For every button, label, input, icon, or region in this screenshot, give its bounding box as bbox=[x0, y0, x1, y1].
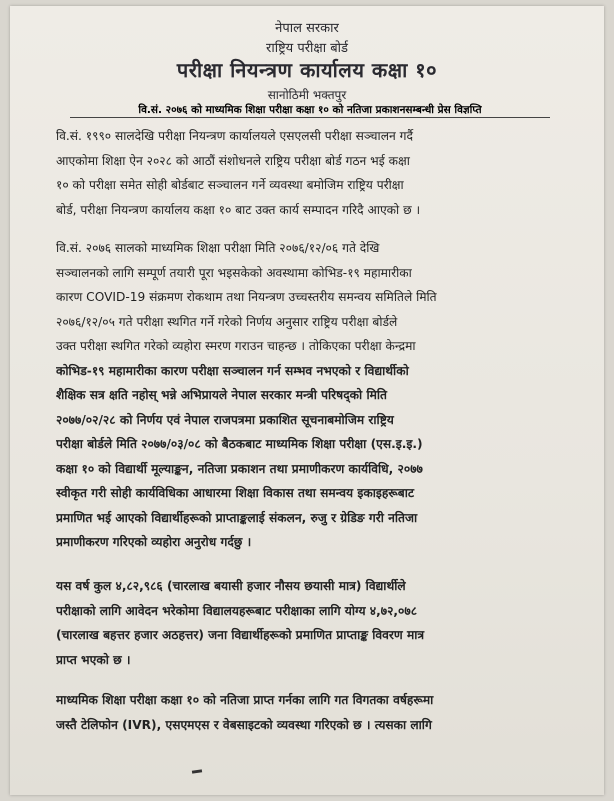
text-line: प्रमाणित भई आएको विद्यार्थीहरूको प्राप्ताङ्कलाई संकलन, रुजु र ग्रेडिङ गरी नतिजा bbox=[56, 510, 418, 525]
text-line: स्वीकृत गरी सोही कार्यविधिका आधारमा शिक्षा विकास तथा समन्वय इकाइहरूबाट bbox=[56, 486, 415, 500]
text-line: १० को परीक्षा समेत सोही बोर्डबाट सञ्चालन गर्ने व्यवस्था बमोजिम राष्ट्रिय परीक्षा bbox=[56, 178, 404, 192]
text-line: कोभिड-१९ महामारीका कारण परीक्षा सञ्चालन गर्न सम्भव नभएको र विद्यार्थीको bbox=[56, 363, 409, 378]
paragraph-student-count bbox=[56, 574, 576, 672]
text-line: परीक्षा बोर्डले मिति २०७७/०३/०८ को बैठकबाट माध्यमिक शिक्षा परीक्षा (एस.इ.इ.) bbox=[56, 437, 423, 451]
text-line: यस वर्ष कुल ४,८२,९८६ (चारलाख बयासी हजार नौसय छयासी मात्र) विद्यार्थीले bbox=[56, 579, 406, 593]
paragraph-history bbox=[56, 124, 576, 222]
text-line: माध्यमिक शिक्षा परीक्षा कक्षा १० को नतिजा प्राप्त गर्नका लागि गत विगतका वर्षहरूमा bbox=[56, 693, 434, 707]
paragraph-covid-postponement bbox=[56, 236, 576, 555]
text-line: आएकोमा शिक्षा ऐन २०२८ को आठौं संशोधनले राष्ट्रिय परीक्षा बोर्ड गठन भई कक्षा bbox=[56, 153, 410, 168]
text-line: बोर्ड, परीक्षा नियन्त्रण कार्यालय कक्षा १० बाट उक्त कार्य सम्पादन गरिदै आएको छ । bbox=[56, 202, 421, 217]
document-page bbox=[10, 6, 604, 795]
location-line: सानोठिमी भक्तपुर bbox=[267, 88, 347, 102]
text-line: वि.सं. २०७६ सालको माध्यमिक शिक्षा परीक्षा मिति २०७६/१२/०६ गते देखि bbox=[56, 241, 380, 255]
text-line: परीक्षाको लागि आवेदन भरेकोमा विद्यालयहरूबाट परीक्षाका लागि योग्य ४,७२,०७८ bbox=[56, 603, 418, 618]
board-heading: राष्ट्रिय परीक्षा बोर्ड bbox=[266, 41, 348, 56]
text-line: शैक्षिक सत्र क्षति नहोस् भन्ने अभिप्रायले नेपाल सरकार मन्त्री परिषद्को मिति bbox=[56, 388, 387, 402]
office-title: परीक्षा नियन्त्रण कार्यालय कक्षा १० bbox=[176, 58, 438, 82]
paragraph-result-channels bbox=[56, 688, 576, 737]
government-heading: नेपाल सरकार bbox=[275, 21, 339, 36]
press-release-subject: वि.सं. २०७६ को माध्यमिक शिक्षा परीक्षा कक्षा १० को नतिजा प्रकाशनसम्बन्धी प्रेस विज्ञप्ति bbox=[70, 103, 550, 118]
pen-mark bbox=[192, 769, 202, 773]
text-line: वि.सं. १९९० सालदेखि परीक्षा नियन्त्रण कार्यालयले एसएलसी परीक्षा सञ्चालन गर्दै bbox=[56, 129, 413, 143]
text-line: सञ्चालनको लागि सम्पूर्ण तयारी पूरा भइसकेको अवस्थामा कोभिड-१९ महामारीका bbox=[56, 265, 412, 280]
text-line: प्राप्त भएको छ । bbox=[56, 652, 131, 667]
text-line: प्रमाणीकरण गरिएको व्यहोरा अनुरोध गर्दछु । bbox=[56, 535, 252, 549]
text-line: २०७६/१२/०५ गते परीक्षा स्थगित गर्ने गरेको निर्णय अनुसार राष्ट्रिय परीक्षा बोर्डले bbox=[56, 314, 398, 329]
text-line: कक्षा १० को विद्यार्थी मूल्याङ्कन, नतिजा प्रकाशन तथा प्रमाणीकरण कार्यविधि, २०७७ bbox=[56, 461, 423, 476]
text-line: उक्त परीक्षा स्थगित गरेको व्यहोरा स्मरण गराउन चाहन्छ । तोकिएका परीक्षा केन्द्रमा bbox=[56, 339, 416, 353]
text-line: जस्तै टेलिफोन (IVR), एसएमएस र वेबसाइटको व्यवस्था गरिएको छ । त्यसका लागि bbox=[56, 717, 432, 732]
text-line: कारण COVID-19 संक्रमण रोकथाम तथा नियन्त्रण उच्चस्तरीय समन्वय समितिले मिति bbox=[56, 290, 437, 304]
text-line: २०७७/०२/२८ को निर्णय एवं नेपाल राजपत्रमा प्रकाशित सूचनाबमोजिम राष्ट्रिय bbox=[56, 412, 394, 427]
text-line: (चारलाख बहत्तर हजार अठहत्तर) जना विद्यार्थीहरूको प्रमाणित प्राप्ताङ्क विवरण मात्र bbox=[56, 628, 425, 642]
